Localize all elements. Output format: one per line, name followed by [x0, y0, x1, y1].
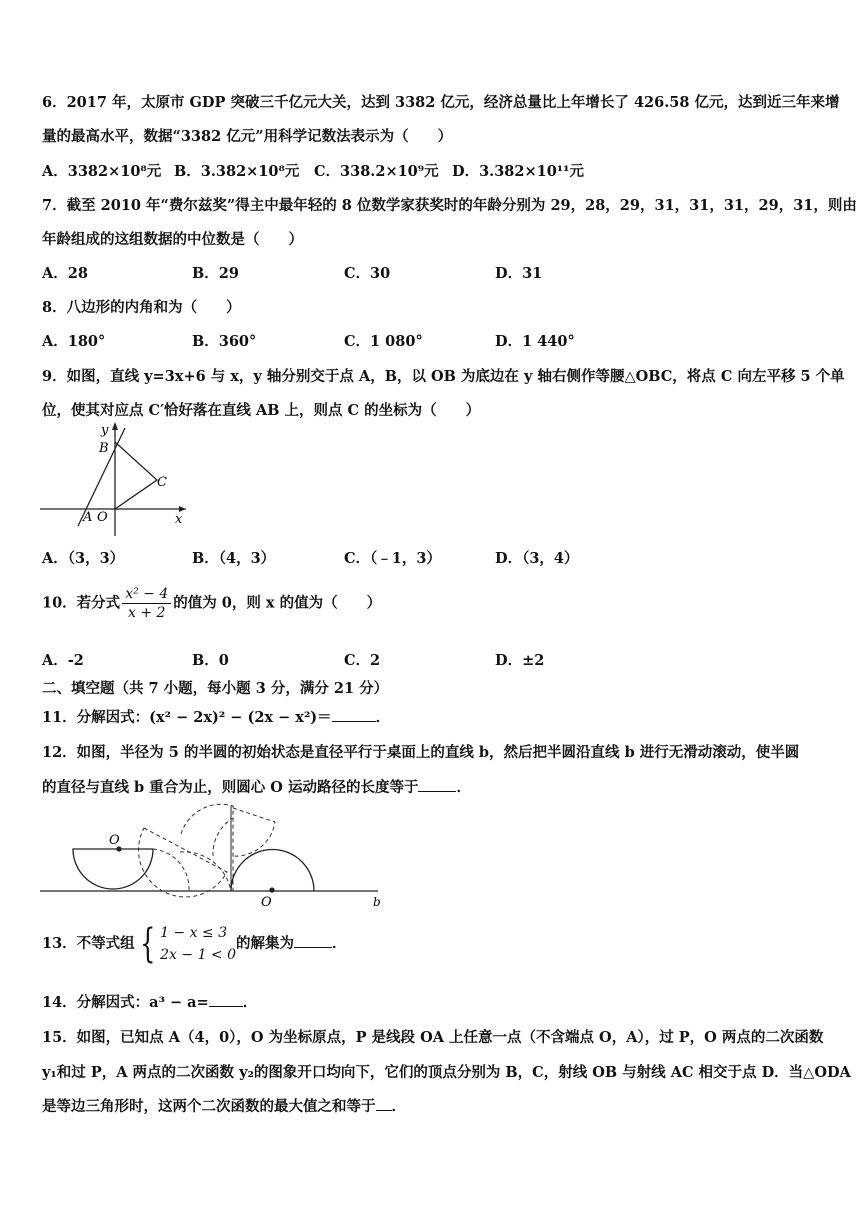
q9-label-c: C: [157, 475, 167, 490]
q11-line: [42, 706, 390, 727]
q14-text: 14．分解因式：a³ − a=: [42, 994, 209, 1011]
q12-label-o2: O: [261, 895, 272, 910]
q9-option-b: B．（4，3）: [192, 550, 276, 567]
q10-numerator: x² − 4: [122, 585, 171, 604]
q10-option-a: A．-2: [42, 652, 84, 669]
q13-row-1: 1 − x ≤ 3: [160, 925, 228, 941]
q9-figure: [40, 420, 190, 538]
q12-rolling-arc-2: [180, 852, 231, 891]
q7-option-a: A．28: [42, 265, 88, 282]
q12-rolling-arc-3: [213, 818, 233, 856]
q13-prefix: 13．不等式组: [42, 935, 135, 952]
q12-line1: 12．如图，半径为 5 的半圆的初始状态是直径平行于桌面上的直线 b，然后把半圆沿直线 b 进行无滑动滚动，使半圆: [42, 744, 800, 761]
q7-line2: 年龄组成的这组数据的中位数是（ ）: [42, 231, 303, 248]
q9-line1: 9．如图，直线 y=3x+6 与 x，y 轴分别交于点 A，B，以 OB 为底边在 y 轴右侧作等腰△OBC，将点 C 向左平移 5 个单: [42, 368, 845, 385]
q8-option-c: C．1 080°: [344, 333, 423, 350]
q10-prefix: 10．若分式: [42, 594, 121, 612]
q13-line: [42, 922, 347, 966]
q7-option-c: C．30: [344, 265, 391, 282]
q6-option-a: A．3382×10⁸元: [42, 163, 162, 180]
q14-answer-blank[interactable]: [209, 992, 243, 1007]
q8-option-b: B．360°: [192, 333, 257, 350]
q12-figure: [40, 800, 385, 912]
q15-line1: 15．如图，已知点 A（4，0），O 为坐标原点，P 是线段 OA 上任意一点（不含端点 O，A），过 P，O 两点的二次函数: [42, 1029, 824, 1046]
q11-end: ．: [375, 709, 391, 726]
q15-answer-blank[interactable]: [376, 1096, 392, 1111]
section-2-heading: 二、填空题（共 7 小题，每小题 3 分，满分 21 分）: [42, 680, 389, 697]
q6-option-c: C．338.2×10⁹元: [314, 163, 439, 180]
q8-option-d: D．1 440°: [495, 333, 575, 350]
q6-option-b: B．3.382×10⁸元: [174, 163, 300, 180]
q9-label-o: O: [97, 510, 108, 525]
q9-triangle-obc: [115, 442, 157, 509]
q6-option-d: D．3.382×10¹¹元: [452, 163, 585, 180]
q9-label-a: A: [83, 510, 93, 525]
q10-suffix: 的值为 0，则 x 的值为（ ）: [173, 594, 382, 612]
q12-rolling-position-2: [181, 804, 233, 891]
q13-row-2: 2x − 1 < 0: [160, 947, 237, 963]
q10-fraction: [122, 585, 171, 622]
q14-end: ．: [242, 994, 258, 1011]
q9-label-x: x: [175, 512, 183, 527]
q15-line3: [42, 1095, 406, 1116]
q10-option-c: C．2: [344, 652, 381, 669]
q9-option-c: C．（﹣1，3）: [344, 550, 441, 567]
q7-option-d: D．31: [495, 265, 543, 282]
q13-suffix: 的解集为: [236, 935, 295, 952]
q9-label-b: B: [99, 441, 109, 456]
q11-answer-blank[interactable]: [332, 707, 376, 722]
q12-line2: [42, 776, 471, 797]
q10-denominator: x + 2: [127, 605, 166, 621]
q6-line2: 量的最高水平，数据“3382 亿元”用科学记数法表示为（ ）: [42, 128, 453, 145]
q7-option-b: B．29: [192, 265, 239, 282]
q9-label-y: y: [101, 423, 109, 438]
q10-option-b: B．0: [192, 652, 229, 669]
q14-line: [42, 991, 257, 1012]
q7-line1: 7．截至 2010 年“费尔兹奖”得主中最年轻的 8 位数学家获奖时的年龄分别为 29，28，29，31，31，31，29，31，则由: [42, 197, 857, 214]
q12-center-point-2: [269, 887, 274, 892]
q13-brace-icon: {: [139, 921, 156, 967]
q13-inequality-system: [135, 922, 236, 966]
q12-rolling-position-3: [233, 808, 275, 856]
q12-end: ．: [456, 779, 471, 796]
q12-label-b: b: [373, 895, 381, 909]
q12-initial-semicircle: [73, 849, 153, 889]
q12-label-o1: O: [109, 833, 120, 848]
q15-text: 是等边三角形时，这两个二次函数的最大值之和等于: [42, 1098, 376, 1115]
q9-option-d: D．（3，4）: [495, 550, 579, 567]
q15-line2: y₁和过 P，A 两点的二次函数 y₂的图象开口均向下，它们的顶点分别为 B，C，射线 OB 与射线 AC 相交于点 D．当△ODA: [42, 1064, 851, 1081]
q13-end: ．: [332, 935, 347, 952]
q12-answer-blank[interactable]: [418, 777, 456, 792]
q15-end: ．: [391, 1098, 406, 1115]
q8-line1: 8．八边形的内角和为（ ）: [42, 299, 241, 316]
q12-rolling-arc-1: [153, 849, 189, 891]
q9-line2: 位，使其对应点 C′恰好落在直线 AB 上，则点 C 的坐标为（ ）: [42, 402, 481, 419]
q13-answer-blank[interactable]: [294, 933, 332, 948]
q9-y-arrow-icon: [112, 422, 118, 430]
q10-line: [42, 585, 381, 622]
q12-text: 的直径与直线 b 重合为止，则圆心 O 运动路径的长度等于: [42, 779, 419, 796]
q8-option-a: A．180°: [42, 333, 106, 350]
q6-line1: 6．2017 年，太原市 GDP 突破三千亿元大关，达到 3382 亿元，经济总量比上年增长了 426.58 亿元，达到近三年来增: [42, 94, 840, 111]
q11-text: 11．分解因式：(x² − 2x)² − (2x − x²)＝: [42, 709, 332, 726]
q9-option-a: A．（3，3）: [42, 550, 125, 567]
q10-option-d: D．±2: [495, 652, 545, 669]
